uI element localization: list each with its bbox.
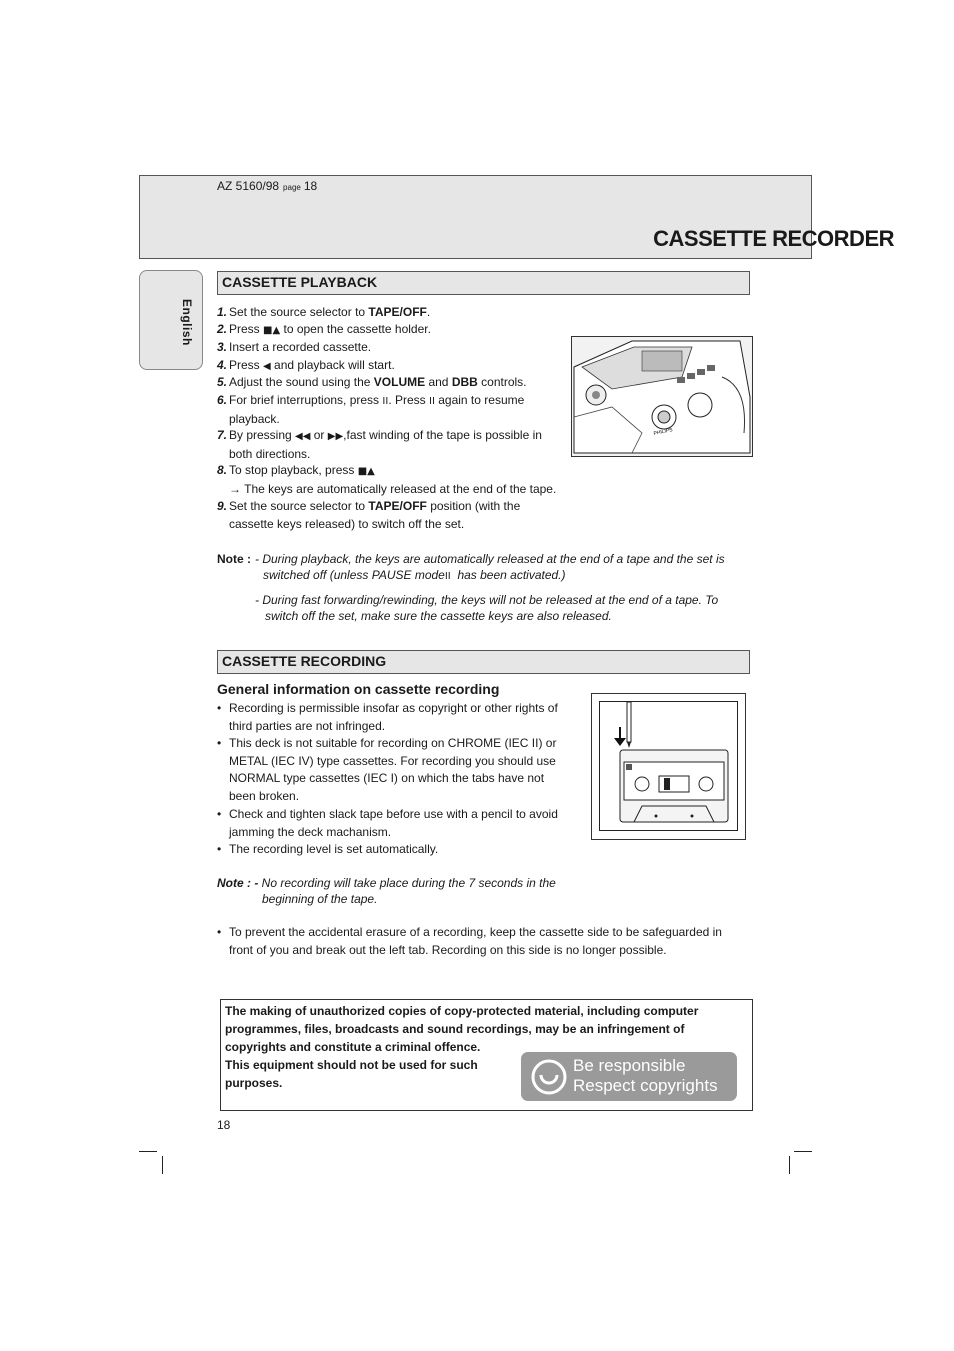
note-text: No recording will take place during the 7 seconds in the: [261, 876, 556, 890]
step-text: controls.: [477, 375, 527, 389]
language-label: English: [180, 299, 194, 346]
dash: -: [255, 593, 263, 607]
bullet-text: To prevent the accidental erasure of a recording, keep the cassette side to be safeguarded in front of you and break out the left tab. Recording on this side is no longer possible.: [229, 925, 722, 957]
fast-forward-icon: ▶▶: [327, 431, 344, 442]
step-text: Press: [229, 322, 264, 336]
language-tab: [139, 270, 203, 370]
copyright-logo-icon: [529, 1057, 569, 1097]
page-word: page: [283, 183, 301, 192]
bullet-text: Recording is permissible insofar as copyright or other rights of third parties are not infringed.: [229, 701, 558, 733]
page-ref-number: 18: [303, 179, 318, 193]
step-text: For brief interruptions, press: [229, 393, 383, 407]
playback-heading: CASSETTE PLAYBACK: [217, 271, 750, 295]
badge-line: Be responsible: [573, 1056, 686, 1075]
step-text: Insert a recorded cassette.: [229, 340, 372, 354]
step-number: 4.: [217, 358, 228, 372]
note-text: switched off (unless PAUSE mode: [263, 568, 445, 582]
step-text: Set the source selector to: [229, 499, 369, 513]
page-reference: [217, 179, 317, 193]
warning-line: programmes, files, broadcasts and sound recordings, may be an infringement of: [225, 1022, 685, 1036]
playback-step: [217, 374, 562, 392]
step-number: 7.: [217, 428, 228, 442]
playback-step: [217, 462, 562, 498]
list-item: [217, 924, 737, 959]
cassette-illustration: [591, 693, 746, 840]
bullet: •: [217, 925, 222, 939]
page-title: CASSETTE RECORDER: [653, 226, 894, 251]
step-text: Set the source selector to: [229, 305, 369, 319]
step-subtext: The keys are automatically released at the end of the tape.: [244, 481, 557, 496]
playback-step: [217, 357, 562, 376]
crop-mark: [139, 1151, 157, 1152]
recording-subheading: General information on cassette recording: [217, 681, 500, 697]
bullet-text: Check and tighten slack tape before use with a pencil to avoid jamming the deck machanism.: [229, 807, 558, 839]
step-keyword: TAPE/OFF: [368, 499, 427, 513]
step-number: 5.: [217, 375, 228, 389]
note-text: switch off the set, make sure the cassette keys are also released.: [265, 609, 612, 623]
step-text: position (with the cassette keys released) to switch off the set.: [229, 499, 521, 531]
rewind-icon: ◀◀: [295, 431, 311, 442]
playback-step: [217, 304, 562, 322]
dash: -: [255, 552, 263, 566]
step-text: to open the cassette holder.: [280, 322, 431, 336]
step-text: .: [426, 305, 431, 319]
boombox-illustration: [571, 336, 753, 457]
note-text: During fast forwarding/rewinding, the keys will not be released at the end of a tape. To: [262, 593, 719, 607]
step-text: again to resume playback.: [229, 393, 525, 426]
note-label: Note :: [217, 552, 251, 566]
playback-step: [217, 392, 562, 428]
step-text: or: [310, 428, 328, 442]
playback-note-1: [255, 551, 735, 585]
brand-logo: PHILIPS: [653, 427, 674, 437]
stop-eject-icon: ■▲: [357, 466, 375, 477]
pause-icon: II: [429, 396, 435, 407]
step-number: 6.: [217, 393, 228, 407]
page-number: 18: [217, 1118, 231, 1132]
badge-text: [573, 1056, 718, 1096]
step-text: By pressing: [229, 428, 296, 442]
bullet: •: [217, 842, 222, 856]
model-number: AZ 5160/98: [217, 179, 280, 193]
note-label: Note : -: [217, 876, 259, 890]
playback-step: [217, 339, 562, 357]
step-text: Press: [229, 358, 264, 372]
step-number: 1.: [217, 305, 228, 319]
step-keyword: TAPE/OFF: [368, 305, 427, 319]
crop-mark: [794, 1151, 812, 1152]
recording-heading: CASSETTE RECORDING: [217, 650, 750, 674]
play-icon: ◀: [263, 361, 271, 372]
bullet-text: This deck is not suitable for recording on CHROME (IEC II) or METAL (IEC IV) type cassettes. For recording you should use NORMAL type cassettes (IEC I) on which the tabs have not been broken.: [229, 736, 557, 803]
playback-step: [217, 427, 562, 463]
list-item: [217, 700, 562, 735]
respect-copyrights-badge: [521, 1052, 737, 1101]
warning-line: This equipment should not be used for such: [225, 1058, 478, 1072]
note-text: beginning of the tape.: [262, 892, 378, 906]
list-item: [217, 841, 562, 859]
step-number: 9.: [217, 499, 228, 513]
step-number: 8.: [217, 463, 228, 477]
bullet: •: [217, 736, 222, 750]
step-text: and playback will start.: [270, 358, 395, 372]
warning-line: copyrights and constitute a criminal offence.: [225, 1040, 481, 1054]
step-number: 3.: [217, 340, 228, 354]
playback-step: [217, 498, 562, 533]
bullet-text: The recording level is set automatically.: [229, 842, 439, 856]
step-text: Adjust the sound using the: [229, 375, 374, 389]
step-text: To stop playback, press: [229, 463, 358, 477]
step-text: and: [425, 375, 452, 389]
crop-mark: [162, 1156, 163, 1174]
step-keyword: DBB: [451, 375, 478, 389]
step-number: 2.: [217, 322, 228, 336]
cassette-icon: [592, 694, 745, 839]
bullet: •: [217, 701, 222, 715]
step-text: ,fast winding of the tape is possible in both directions.: [229, 428, 542, 461]
stop-eject-icon: ■▲: [263, 325, 281, 336]
step-text: . Press: [388, 393, 429, 407]
bullet: •: [217, 807, 222, 821]
badge-line: Respect copyrights: [573, 1076, 718, 1095]
playback-step: [217, 321, 562, 340]
arrow-icon: →: [229, 481, 241, 496]
note-text: has been activated.): [457, 568, 566, 582]
note-text: During playback, the keys are automatically released at the end of a tape and the set is: [262, 552, 725, 566]
warning-line: The making of unauthorized copies of copy-protected material, including computer: [225, 1004, 699, 1018]
step-keyword: VOLUME: [373, 375, 426, 389]
pause-icon: II: [382, 396, 389, 407]
list-item: [217, 806, 562, 841]
crop-mark: [789, 1156, 790, 1174]
playback-note-2: [255, 592, 735, 624]
list-item: [217, 735, 562, 805]
recording-note: [217, 875, 577, 907]
warning-line: purposes.: [225, 1076, 283, 1090]
pause-icon: II: [444, 571, 451, 582]
boombox-icon: [572, 337, 752, 456]
